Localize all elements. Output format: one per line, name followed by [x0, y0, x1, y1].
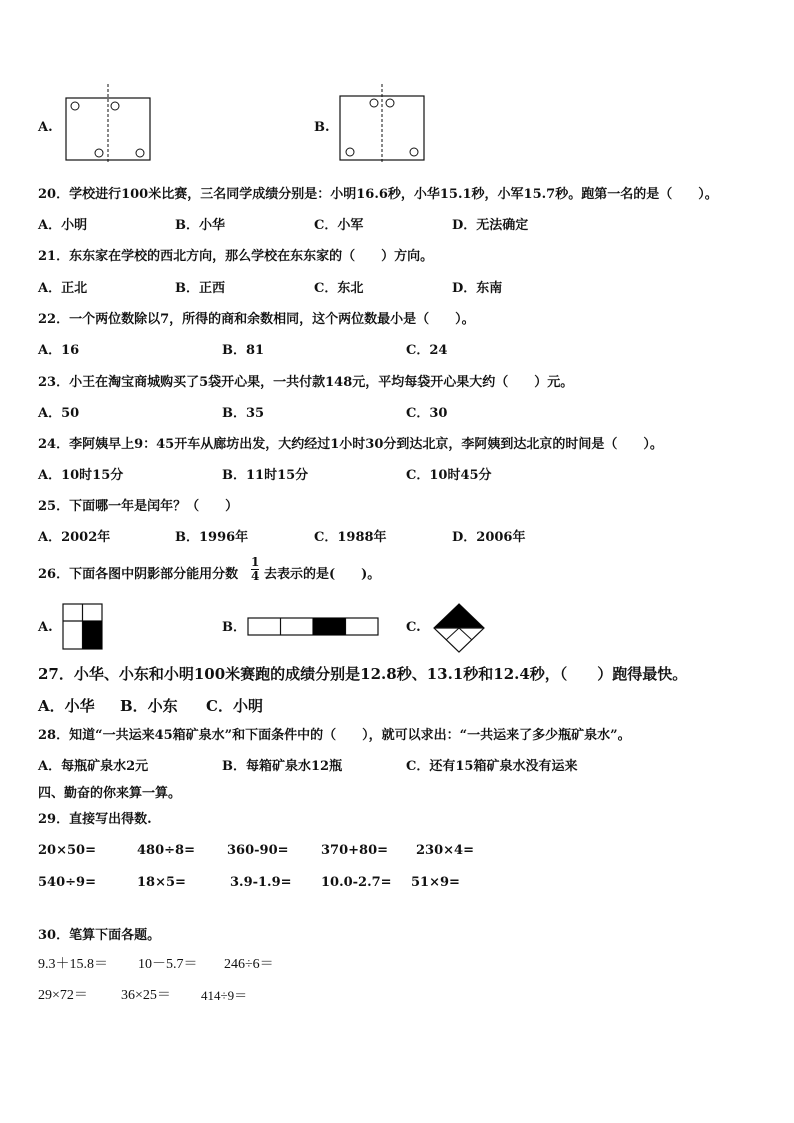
q28-option-a[interactable]: A．每瓶矿泉水2元	[38, 759, 149, 774]
section-heading: 四、勤奋的你来算一算。	[38, 786, 182, 801]
q29-item: 370+80=	[321, 843, 389, 858]
q19-option-b-label: B.	[314, 120, 330, 135]
q20-option-a[interactable]: A．小明	[38, 218, 88, 233]
q24-option-a[interactable]: A．10时15分	[38, 468, 124, 483]
q26-fraction-numerator: 1	[251, 555, 260, 569]
q22-stem: 22．一个两位数除以7，所得的商和余数相同，这个两位数最小是（ ）。	[38, 312, 475, 327]
q27-option-b[interactable]: B．小东	[120, 697, 178, 715]
q25-option-d[interactable]: D．2006年	[452, 530, 526, 545]
q29-item: 3.9-1.9=	[230, 875, 292, 890]
q27-stem: 27．小华、小东和小明100米赛跑的成绩分别是12.8秒、13.1秒和12.4秒，（ ）跑得最快。	[38, 665, 688, 683]
q27-option-c[interactable]: C．小明	[206, 697, 263, 715]
q29-item: 18×5=	[137, 875, 186, 890]
q25-stem: 25．下面哪一年是闰年？（ ）	[38, 499, 239, 514]
q26-option-c-label[interactable]: C.	[406, 620, 421, 635]
q23-option-c[interactable]: C．30	[406, 406, 448, 421]
q25-option-c[interactable]: C．1988年	[314, 530, 387, 545]
q30-item: 36×25＝	[121, 988, 171, 1003]
q30-item: 29×72＝	[38, 988, 88, 1003]
q26-stem-before: 26．下面各图中阴影部分能用分数	[38, 567, 239, 582]
q26-figure-a	[62, 603, 104, 651]
q26-stem-after: 去表示的是( )。	[264, 567, 381, 582]
q26-fraction-denominator: 4	[251, 569, 260, 583]
q25-option-b[interactable]: B．1996年	[175, 530, 249, 545]
q21-option-c[interactable]: C．东北	[314, 281, 364, 296]
q20-stem: 20．学校进行100米比赛，三名同学成绩分别是：小明16.6秒，小华15.1秒，小军15.7秒。跑第一名的是（ ）。	[38, 187, 718, 202]
q23-option-b[interactable]: B．35	[222, 406, 265, 421]
q21-option-a[interactable]: A．正北	[38, 281, 88, 296]
q29-item: 540÷9=	[38, 875, 96, 890]
q24-option-b[interactable]: B．11时15分	[222, 468, 309, 483]
q26-option-b-label[interactable]: B．	[222, 620, 246, 635]
q24-stem: 24．李阿姨早上9：45开车从廊坊出发，大约经过1小时30分到达北京，李阿姨到达北京的时间是（ ）。	[38, 437, 663, 452]
q22-option-c[interactable]: C．24	[406, 343, 448, 358]
q29-item: 360-90=	[227, 843, 289, 858]
q28-stem: 28．知道“一共运来45箱矿泉水”和下面条件中的（ ），就可以求出：“一共运来了多少瓶矿泉水”。	[38, 728, 631, 743]
q26-fraction	[251, 556, 259, 583]
q29-item: 480÷8=	[137, 843, 195, 858]
q21-option-d[interactable]: D．东南	[452, 281, 503, 296]
q27-option-a[interactable]: A．小华	[38, 697, 95, 715]
q19-figure-b	[336, 82, 428, 164]
q29-stem: 29．直接写出得数.	[38, 812, 152, 827]
q30-stem: 30．笔算下面各题。	[38, 928, 161, 943]
q20-option-c[interactable]: C．小军	[314, 218, 364, 233]
q19-figure-a	[62, 82, 152, 164]
q23-option-a[interactable]: A．50	[38, 406, 80, 421]
q29-item: 20×50=	[38, 843, 96, 858]
q23-stem: 23．小王在淘宝商城购买了5袋开心果，一共付款148元，平均每袋开心果大约（ ）元。	[38, 375, 574, 390]
q21-stem: 21．东东家在学校的西北方向，那么学校在东东家的（ ）方向。	[38, 249, 434, 264]
q22-option-b[interactable]: B．81	[222, 343, 265, 358]
q26-option-a-label[interactable]: A.	[38, 620, 53, 635]
q30-item: 414÷9＝	[201, 988, 248, 1003]
q26-figure-c	[432, 602, 488, 654]
q29-item: 230×4=	[416, 843, 474, 858]
q25-option-a[interactable]: A．2002年	[38, 530, 111, 545]
q20-option-d[interactable]: D．无法确定	[452, 218, 529, 233]
q22-option-a[interactable]: A．16	[38, 343, 80, 358]
q24-option-c[interactable]: C．10时45分	[406, 468, 492, 483]
q30-item: 9.3＋15.8＝	[38, 957, 108, 972]
q20-option-b[interactable]: B．小华	[175, 218, 225, 233]
q28-option-c[interactable]: C．还有15箱矿泉水没有运来	[406, 759, 578, 774]
q30-item: 246÷6＝	[224, 957, 274, 972]
q19-option-a-label: A.	[38, 120, 53, 135]
q29-item: 51×9=	[411, 875, 460, 890]
q29-item: 10.0-2.7=	[321, 875, 392, 890]
q21-option-b[interactable]: B．正西	[175, 281, 225, 296]
q28-option-b[interactable]: B．每箱矿泉水12瓶	[222, 759, 343, 774]
q30-item: 10－5.7＝	[138, 957, 198, 972]
q26-figure-b	[247, 617, 379, 637]
